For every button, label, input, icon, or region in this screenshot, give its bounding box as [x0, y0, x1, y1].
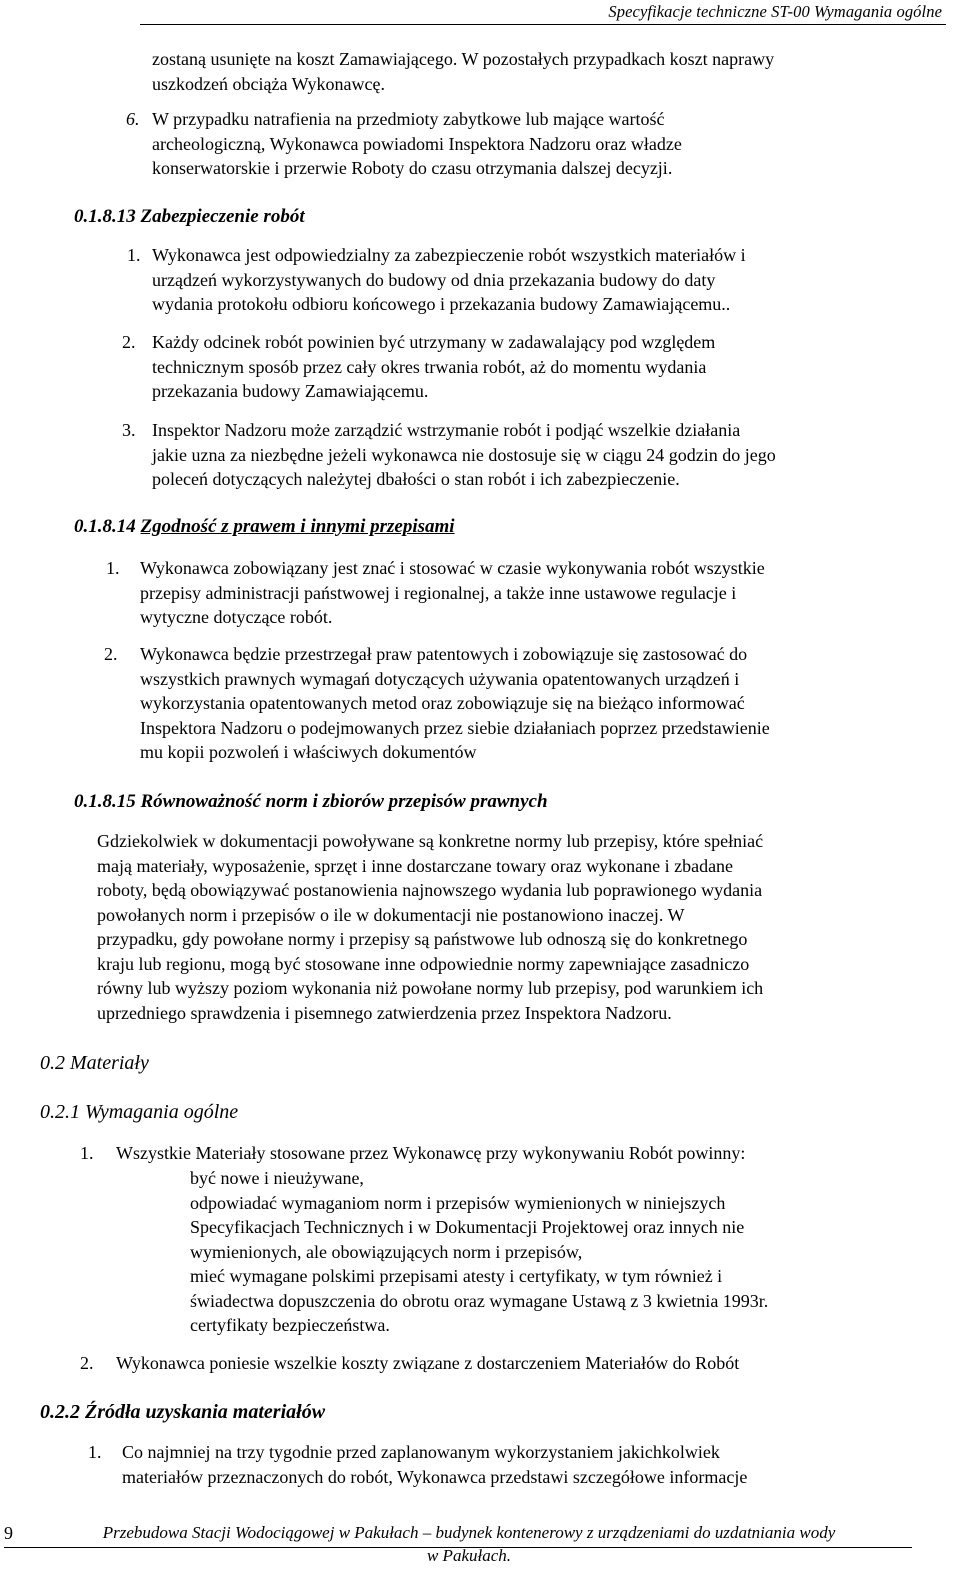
text-line: kraju lub regionu, mogą być stosowane inne odpowiednie normy zapewniające zasadniczo — [97, 953, 750, 974]
paragraph — [97, 829, 763, 1025]
text-line: wydania protokołu odbioru końcowego i przekazania budowy Zamawiającemu.. — [152, 294, 731, 314]
list-item-text — [152, 330, 715, 404]
text-line: wykorzystania opatentowanych metod oraz zobowiązuje się na bieżąco informować — [140, 693, 745, 713]
text-line: W przypadku natrafienia na przedmioty zabytkowe lub mające wartość — [152, 109, 665, 129]
section-number: 0.2.2 — [40, 1401, 80, 1423]
text-line: poleceń dotyczących należytej dbałości o stan robót i ich zabezpieczenie. — [152, 469, 680, 489]
section-heading — [74, 515, 455, 540]
text-line: wytyczne dotyczące robót. — [140, 607, 333, 627]
list-number: 2. — [80, 1353, 94, 1373]
sub-list — [190, 1166, 768, 1338]
text-line: mu kopii pozwoleń i właściwych dokumentów — [140, 742, 477, 762]
footer-line: w Pakułach. — [426, 1546, 512, 1565]
list-number: 1. — [106, 558, 120, 578]
running-header: Specyfikacje techniczne ST-00 Wymagania ogólne — [608, 2, 942, 21]
list-number: 2. — [122, 332, 136, 352]
text-line: Każdy odcinek robót powinien być utrzymany w zadawalający pod względem — [152, 332, 716, 352]
footer-rule — [4, 1547, 912, 1548]
list-number: 3. — [122, 420, 136, 440]
text-line: technicznym sposób przez cały okres trwania robót, aż do momentu wydania — [152, 356, 707, 377]
running-footer — [8, 1521, 930, 1567]
list-number: 2. — [104, 644, 118, 664]
section-title: Równoważność norm i zbiorów przepisów prawnych — [140, 791, 548, 812]
text-line: powołanych norm i przepisów o ile w dokumentacji nie postanowiono inaczej. W — [97, 904, 685, 925]
list-number: 1. — [127, 245, 141, 265]
text-line: uszkodzeń obciąża Wykonawcę. — [152, 73, 385, 94]
text-line: Co najmniej na trzy tygodnie przed zaplanowanym wykorzystaniem jakichkolwiek — [122, 1442, 720, 1462]
list-item-text — [152, 107, 682, 181]
list-item-text: Wszystkie Materiały stosowane przez Wykonawcę przy wykonywaniu Robót powinny: — [116, 1143, 746, 1163]
text-line: Inspektor Nadzoru może zarządzić wstrzymanie robót i podjąć wszelkie działania — [152, 420, 741, 440]
sub-list-line: być nowe i nieużywane, — [190, 1168, 364, 1188]
list-item-text — [152, 418, 776, 492]
text-line: materiałów przeznaczonych do robót, Wykonawca przedstawi szczegółowe informacje — [122, 1466, 748, 1487]
sub-list-line: świadectwa dopuszczenia do obrotu oraz wymagane Ustawą z 3 kwietnia 1993r. — [190, 1290, 769, 1311]
text-line: równy lub wyższy poziom wykonania niż powołane normy lub przepisy, pod warunkiem ich — [97, 978, 764, 998]
text-line: przypadku, gdy powołane normy i przepisy są państwowe lub odnoszą się do konkretnego — [97, 929, 748, 949]
list-number: 1. — [80, 1143, 94, 1163]
sub-list-line: mieć wymagane polskimi przepisami atesty i certyfikaty, w tym również i — [190, 1266, 723, 1286]
sub-list-line: odpowiadać wymaganiom norm i przepisów wymienionych w niniejszych — [190, 1192, 726, 1213]
section-heading: 0.1.8.13 Zabezpieczenie robót — [74, 206, 305, 227]
list-number: 1. — [88, 1442, 102, 1462]
sub-list-line: wymienionych, ale obowiązujących norm i przepisów, — [190, 1241, 583, 1262]
list-item-text — [140, 642, 770, 765]
text-line: Gdziekolwiek w dokumentacji powoływane są konkretne normy lub przepisy, które spełniać — [97, 831, 764, 851]
text-line: przepisy administracji państwowej i regionalnej, a także inne ustawowe regulacje i — [140, 582, 737, 603]
section-heading — [40, 1400, 325, 1425]
continuation-text — [152, 47, 774, 96]
text-line: Inspektora Nadzoru o podejmowanych przez siebie działaniach poprzez przedstawienie — [140, 717, 770, 738]
text-line: zostaną usunięte na koszt Zamawiającego. W pozostałych przypadkach koszt naprawy — [152, 49, 775, 69]
text-line: Wykonawca będzie przestrzegał praw patentowych i zobowiązuje się zastosować do — [140, 644, 748, 664]
text-line: mają materiały, wyposażenie, sprzęt i inne dostarczane towary oraz wykonane i zbadane — [97, 855, 734, 876]
section-number: 0.1.8.14 — [74, 516, 136, 537]
header-rule — [140, 24, 946, 25]
section-title: Źródła uzyskania materiałów — [85, 1401, 326, 1423]
text-line: uprzedniego sprawdzenia i pisemnego zatwierdzenia przez Inspektora Nadzoru. — [97, 1002, 672, 1023]
list-item-text — [122, 1440, 747, 1489]
text-line: Wykonawca zobowiązany jest znać i stosować w czasie wykonywania robót wszystkie — [140, 558, 765, 578]
section-heading — [74, 790, 548, 815]
text-line: roboty, będą obowiązywać postanowienia najnowszego wydania lub poprawionego wydania — [97, 880, 763, 900]
footer-line: Przebudowa Stacji Wodociągowej w Pakułach – budynek kontenerowy z urządzeniami do uzdatniania wody — [102, 1523, 836, 1542]
list-number: 6. — [126, 109, 140, 129]
list-item-text — [140, 556, 765, 630]
text-line: Wykonawca jest odpowiedzialny za zabezpieczenie robót wszystkich materiałów i — [152, 245, 746, 265]
sub-list-line: certyfikaty bezpieczeństwa. — [190, 1315, 390, 1335]
sub-list-line: Specyfikacjach Technicznych i w Dokumentacji Projektowej oraz innych nie — [190, 1217, 745, 1237]
text-line: archeologiczną, Wykonawca powiadomi Inspektora Nadzoru oraz władze — [152, 133, 682, 154]
list-item-text — [152, 243, 746, 317]
text-line: wszystkich prawnych wymagań dotyczących używania opatentowanych urządzeń i — [140, 668, 740, 689]
text-line: konserwatorskie i przerwie Roboty do czasu otrzymania dalszej decyzji. — [152, 158, 673, 178]
section-heading: 0.2.1 Wymagania ogólne — [40, 1101, 239, 1123]
section-title: Zgodność z prawem i innymi przepisami — [140, 516, 455, 537]
page-number: 9 — [4, 1523, 13, 1543]
text-line: urządzeń wykorzystywanych do budowy od dnia przekazania budowy do daty — [152, 269, 716, 290]
section-number: 0.1.8.15 — [74, 791, 136, 812]
chapter-heading: 0.2 Materiały — [40, 1052, 149, 1074]
text-line: przekazania budowy Zamawiającemu. — [152, 381, 429, 401]
text-line: jakie uzna za niezbędne jeżeli wykonawca nie dostosuje się w ciągu 24 godzin do jego — [152, 444, 776, 465]
list-item-text: Wykonawca poniesie wszelkie koszty związane z dostarczeniem Materiałów do Robót — [116, 1353, 740, 1373]
